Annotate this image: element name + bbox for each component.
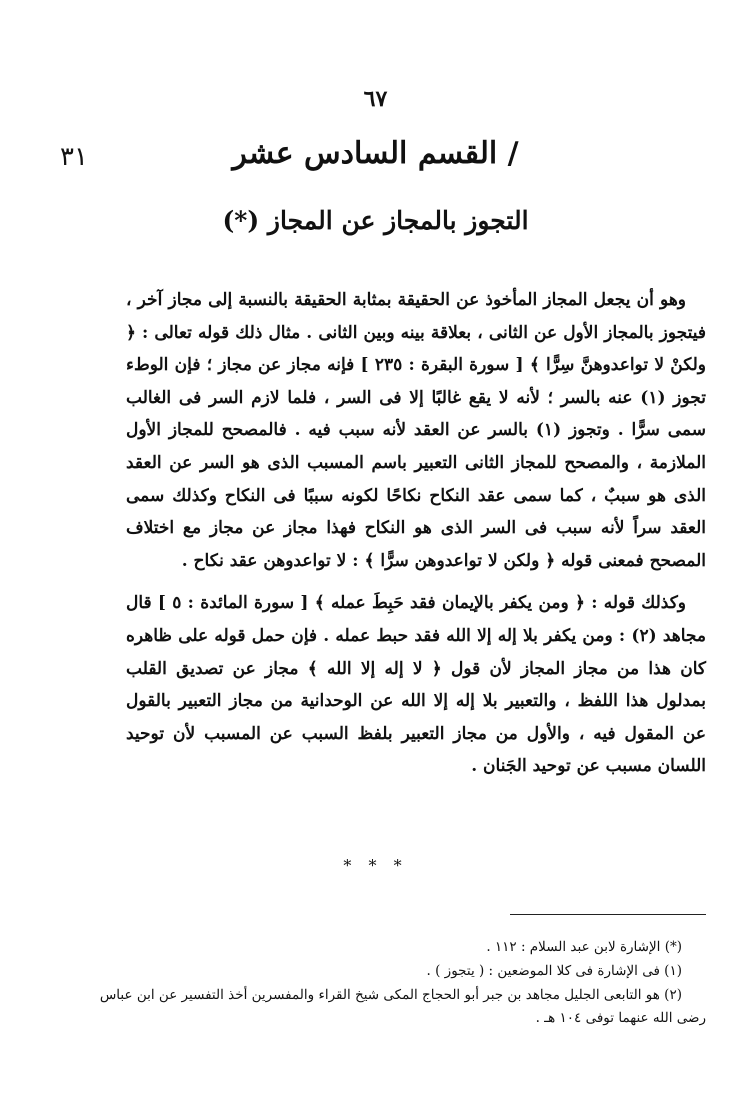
chapter-title: التجوز بالمجاز عن المجاز (*) bbox=[222, 206, 529, 235]
footnote-divider bbox=[510, 914, 706, 915]
section-separator: * * * bbox=[343, 856, 408, 875]
body-text bbox=[126, 284, 706, 783]
margin-number: ٣١ bbox=[60, 142, 88, 172]
footnote-2: (٢) هو التابعى الجليل مجاهد بن جبر أبو الحجاج المكى شيخ القراء والمفسرين أخذ التفسير عن ابن عباس رضى الله عنهما توفى ١٠٤ هـ . bbox=[99, 987, 706, 1026]
paragraph-2: وكذلك قوله : ﴿ ومن يكفر بالإيمان فقد حَبِطَ عمله ﴾ [ سورة المائدة : ٥ ] قال مجاهد (٢) : ومن يكفر بلا إله إلا الله فقد حبط عمله . فإن حمل قوله على ظاهره كان هذا من مجاز المجاز لأن قول ﴿ لا إله إلا الله ﴾ مجاز عن تصديق القلب بمدلول هذا اللفظ ، والتعبير بلا إله إلا الله عن الوحدانية من مجاز التعبير بالقول عن المقول فيه ، والأول من مجاز التعبير بلفظ السبب عن المسبب لأن توحيد اللسان مسبب عن توحيد الجَنان . bbox=[126, 593, 706, 777]
footnote-1: (١) فى الإشارة فى كلا الموضعين : ( يتجوز ) . bbox=[426, 963, 682, 979]
footnotes bbox=[96, 936, 706, 1031]
paragraph-1: وهو أن يجعل المجاز المأخوذ عن الحقيقة بمثابة الحقيقة بالنسبة إلى مجاز آخر ، فيتجوز بالمجاز الأول عن الثانى ، بعلاقة بينه وبين الثانى . مثال ذلك قوله تعالى : ﴿ ولكنْ لا تواعدوهنَّ سِرًّا ﴾ [ سورة البقرة : ٢٣٥ ] فإنه مجاز عن مجاز ؛ فإن الوطء تجوز (١) عنه بالسر ؛ لأنه لا يقع غالبًا إلا فى السر ، فلما لازم السر فى الغالب سمى سرًّا . وتجوز (١) بالسر عن العقد لأنه سبب فيه . فالمصحح للمجاز الأول الملازمة ، والمصحح للمجاز الثانى التعبير باسم المسبب الذى هو السر عن العقد الذى هو سببٌ ، كما سمى عقد النكاح نكاحًا لكونه سببًا فى النكاح وكذلك سمى العقد سراً لأنه سبب فى السر الذى هو النكاح فهذا مجاز عن مجاز مع اختلاف المصحح فمعنى قوله ﴿ ولكن لا تواعدوهن سرًّا ﴾ : لا تواعدوهن عقد نكاح . bbox=[126, 290, 706, 571]
section-title: / القسم السادس عشر bbox=[232, 136, 519, 171]
page-number: ٦٧ bbox=[363, 86, 388, 112]
footnote-star: (*) الإشارة لابن عبد السلام : ١١٢ . bbox=[486, 939, 682, 955]
